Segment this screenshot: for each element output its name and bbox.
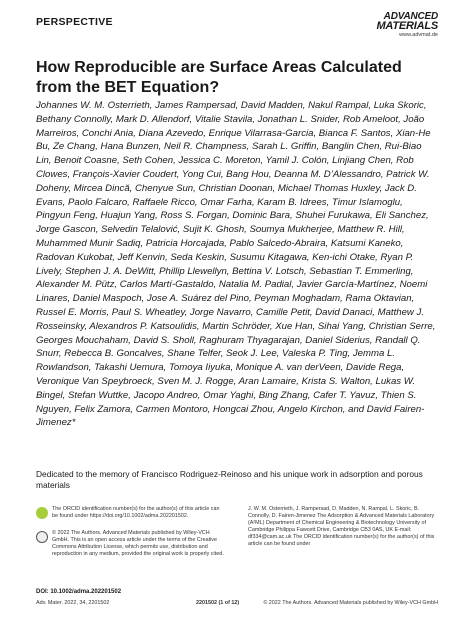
page-header	[36, 10, 438, 42]
dedication: Dedicated to the memory of Francisco Rodriguez-Reinoso and his unique work in adsorption and porous materials	[36, 469, 423, 490]
license-text: © 2022 The Authors. Advanced Materials published by Wiley-VCH GmbH. This is an open access article under the terms of the Creative Commons Attribution License, which permits use, distribution and reproduction in any medium, provided the original work is properly cited.	[52, 530, 224, 557]
logo-line-1: ADVANCED	[383, 11, 438, 22]
license-note	[36, 530, 226, 558]
footer-copyright: © 2022 The Authors. Advanced Materials published by Wiley-VCH GmbH	[263, 600, 438, 606]
journal-website[interactable]: www.advmat.de	[399, 32, 438, 38]
article-title: How Reproducible are Surface Areas Calculated from the BET Equation?	[36, 59, 402, 96]
doi[interactable]: DOI: 10.1002/adma.202201502	[36, 589, 122, 595]
logo-line-2: MATERIALS	[376, 19, 438, 32]
page-footer	[36, 600, 438, 610]
section-label: PERSPECTIVE	[36, 16, 113, 28]
creative-commons-icon	[36, 531, 48, 543]
orcid-text[interactable]: The ORCID identification number(s) for the author(s) of this article can be found under https://doi.org/10.1002/adma.202201502.	[52, 506, 220, 519]
orcid-icon	[36, 507, 48, 519]
orcid-note	[36, 506, 226, 520]
author-list: Johannes W. M. Osterrieth, James Rampersad, David Madden, Nakul Rampal, Luka Skoric, Bethany Connolly, Mark D. Allendorf, Vitalie Stavila, Jonathan L. Snider, Rob Ameloot, João Marreiros, Conchi Ania, Diana Azevedo, Enrique Vilarrasa-Garcia, Bianca F. Santos, Xian-He Bu, Ze Chang, Hana Bunzen, Neil R. Champness, Sarah L. Griffin, Banglin Chen, Rui-Biao Lin, Benoit Coasne, Seth Cohen, Jessica C. Moreton, Yamil J. Colón, Linjiang Chen, Rob Clowes, François-Xavier Coudert, Yong Cui, Bang Hou, Deanna M. D’Alessandro, Patrick W. Doheny, Mircea Dincă, Chenyue Sun, Christian Doonan, Michael Thomas Huxley, Jack D. Evans, Paolo Falcaro, Raffaele Ricco, Omar Farha, Karam B. Idrees, Timur Islamoglu, Pingyun Feng, Huajun Yang, Ross S. Forgan, Dominic Bara, Shuhei Furukawa, Eli Sanchez, Jorge Gascon, Selvedin Telalović, Sujit K. Ghosh, Soumya Mukherjee, Matthew R. Hill, Muhammed Munir Sadiq, Patricia Horcajada, Pablo Salcedo-Abraira, Katsumi Kaneko, Radovan Kukobat, Jeff Kenvin, Seda Keskin, Susumu Kitagawa, Ken-ichi Otake, Ryan P. Lively, Stephen J. A. DeWitt, Phillip Llewellyn, Bettina V. Lotsch, Sebastian T. Emmerling, Alexander M. Pütz, Carlos Martí-Gastaldo, Natalia M. Padial, Javier García-Martínez, Noemi Linares, Daniel Maspoch, Jose A. Suárez del Pino, Peyman Moghadam, Rama Oktavian, Russel E. Morris, Paul S. Wheatley, Jorge Navarro, Camille Petit, David Danaci, Matthew J. Rosseinsky, Alexandros P. Katsoulidis, Martin Schröder, Xue Han, Sihai Yang, Christian Serre, Georges Mouchaham, David S. Sholl, Raghuram Thyagarajan, Daniel Siderius, Randall Q. Snurr, Rebecca B. Goncalves, Shane Telfer, Seok J. Lee, Valeska P. Ting, Jemma L. Rowlandson, Takashi Uemura, Tomoya Iiyuka, Monique A. van derVeen, Davide Rega, Veronique Van Speybroeck, Sven M. J. Rogge, Aran Lamaire, Krista S. Walton, Lukas W. Bingel, Stefan Wuttke, Jacopo Andreo, Omar Yaghi, Bing Zhang, Cafer T. Yavuz, Thien S. Nguyen, Felix Zamora, Carmen Montoro, Hongcai Zhou, Angelo Kirchon, and David Fairen-Jimenez*	[36, 100, 436, 429]
affiliation: J. W. M. Osterrieth, J. Rampersad, D. Madden, N. Rampal, L. Skoric, B. Connolly, D. Fairen-Jimenez The Adsorption & Advanced Materials Laboratory (A²ML) Department of Chemical Engineering & Biotechnology University of Cambridge Philippa Fawcett Drive, Cambridge CB3 0AS, UK E-mail: df334@cam.ac.uk The ORCID identification number(s) for the author(s) of this article can be found under	[248, 506, 435, 547]
journal-reference: Adv. Mater. 2022, 34, 2201502	[36, 600, 110, 606]
page-number: 2201502 (1 of 12)	[196, 600, 240, 606]
journal-logo	[376, 12, 438, 39]
